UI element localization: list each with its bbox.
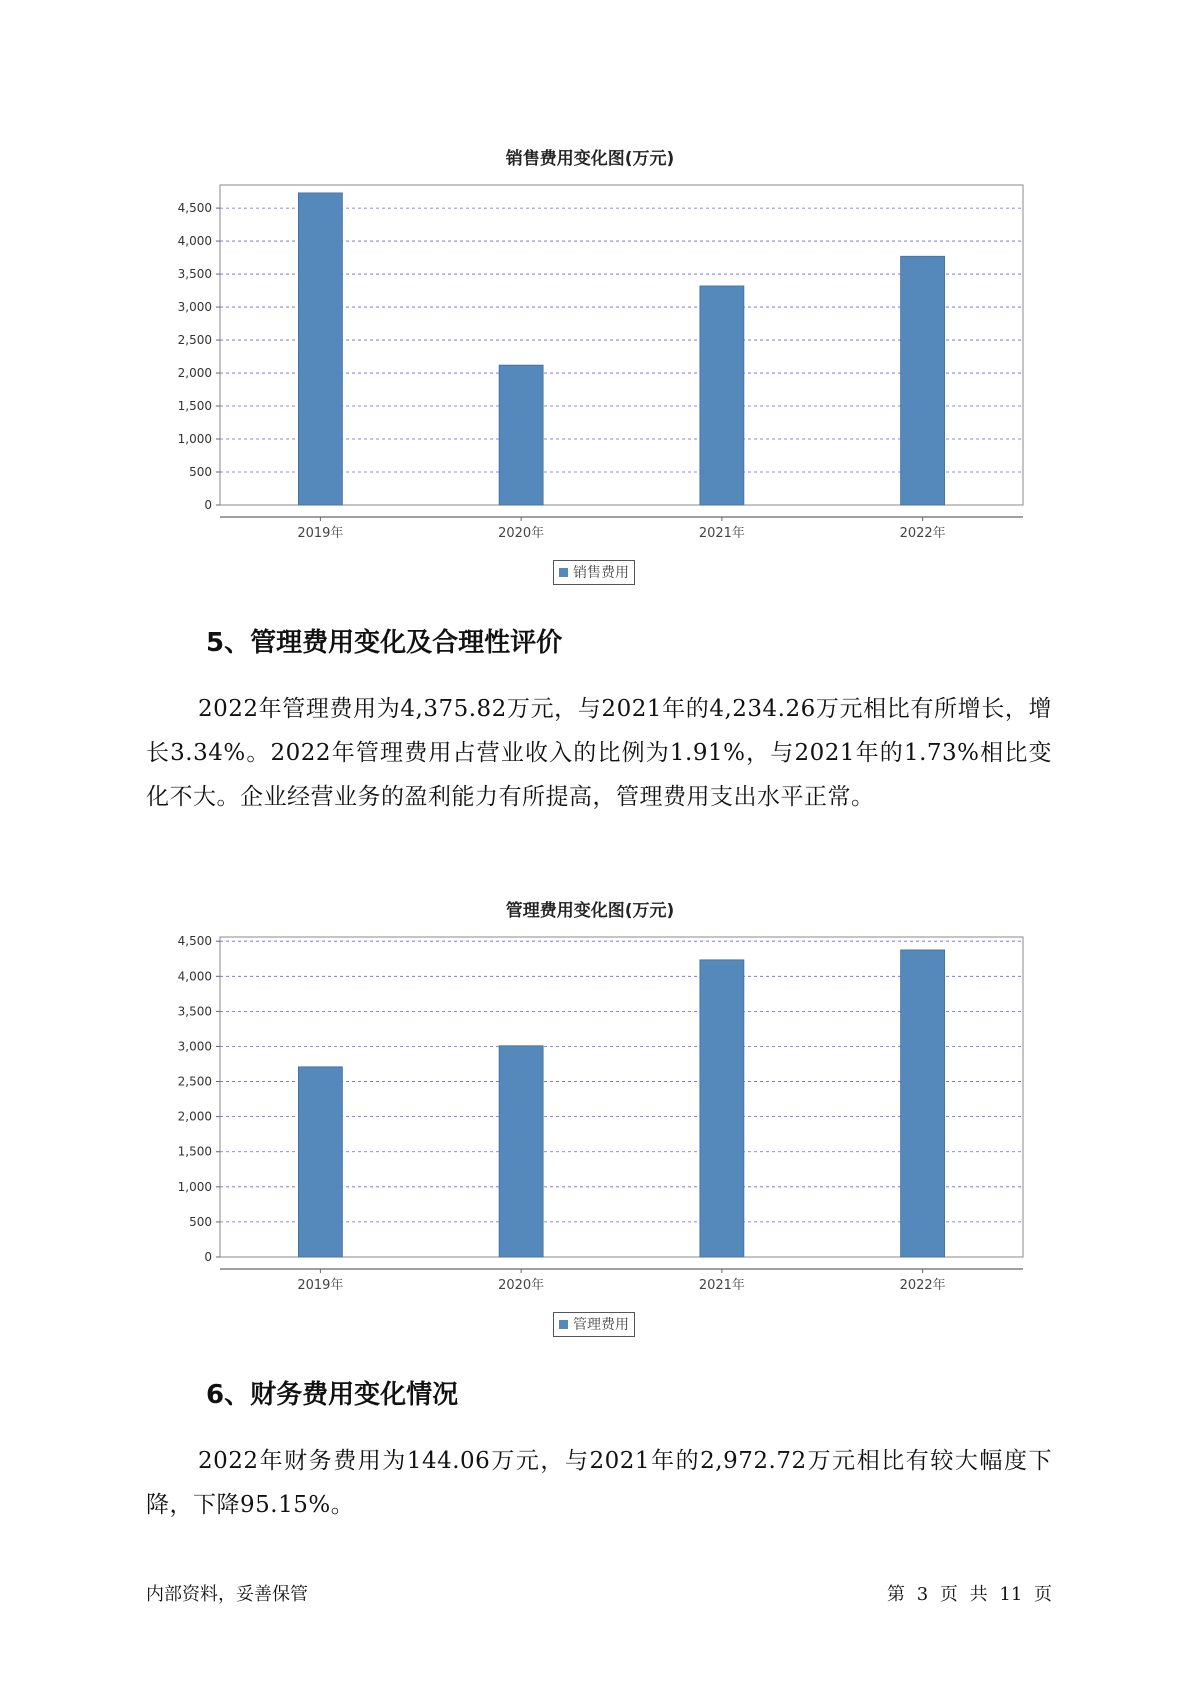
legend-label: 销售费用 [573, 565, 629, 581]
x-tick-label: 2021年 [698, 1278, 745, 1293]
y-tick-label: 2,500 [177, 333, 212, 348]
y-tick-label: 2,000 [177, 1109, 212, 1124]
admin-expense-chart [155, 892, 1025, 1332]
section-5-heading: 5、管理费用变化及合理性评价 [206, 628, 563, 658]
chart-title: 销售费用变化图(万元) [505, 149, 675, 169]
section-6-heading: 6、财务费用变化情况 [206, 1380, 459, 1410]
y-tick-label: 3,000 [177, 1039, 212, 1054]
footer-page-number: 第 3 页 共 11 页 [887, 1584, 1052, 1605]
y-tick-label: 0 [204, 498, 212, 512]
legend-label: 管理费用 [573, 1317, 629, 1333]
x-tick-label: 2019年 [297, 1278, 344, 1293]
y-tick-label: 2,500 [177, 1074, 212, 1089]
chart-legend [553, 1312, 635, 1337]
x-tick-label: 2019年 [297, 526, 344, 541]
y-tick-label: 3,500 [177, 267, 212, 282]
bar [499, 1046, 543, 1257]
y-tick-label: 2,000 [177, 366, 212, 381]
x-tick-label: 2020年 [498, 526, 545, 541]
y-tick-label: 4,500 [177, 201, 212, 216]
footer-confidential-note: 内部资料，妥善保管 [146, 1584, 308, 1605]
sales-expense-chart [155, 140, 1025, 580]
x-tick-label: 2022年 [899, 526, 946, 541]
y-tick-label: 4,500 [177, 934, 212, 949]
chart-title: 管理费用变化图(万元) [505, 901, 675, 921]
bar [700, 286, 744, 505]
x-tick-label: 2022年 [899, 1278, 946, 1293]
y-tick-label: 1,000 [177, 432, 212, 447]
y-tick-label: 500 [189, 1214, 212, 1229]
y-tick-label: 500 [189, 465, 212, 480]
bar [700, 960, 744, 1257]
bar [901, 950, 945, 1257]
y-tick-label: 1,500 [177, 1144, 212, 1159]
y-tick-label: 1,500 [177, 399, 212, 414]
x-tick-label: 2021年 [698, 526, 745, 541]
section-5-paragraph: 2022年管理费用为4,375.82万元，与2021年的4,234.26万元相比有所增长，增长3.34%。2022年管理费用占营业收入的比例为1.91%，与2021年的1.73%相比变化不大。企业经营业务的盈利能力有所提高，管理费用支出水平正常。 [146, 696, 1052, 810]
chart-legend [553, 560, 635, 585]
y-tick-label: 4,000 [177, 969, 212, 984]
y-tick-label: 3,000 [177, 300, 212, 315]
legend-swatch [559, 568, 568, 577]
bar [298, 1067, 342, 1257]
chart-plot [155, 170, 1025, 570]
section-6-paragraph: 2022年财务费用为144.06万元，与2021年的2,972.72万元相比有较大幅度下降，下降95.15%。 [146, 1448, 1052, 1518]
chart-plot [155, 922, 1025, 1322]
bar [901, 256, 945, 505]
y-tick-label: 4,000 [177, 234, 212, 249]
legend-swatch [559, 1320, 568, 1329]
y-tick-label: 3,500 [177, 1004, 212, 1019]
y-tick-label: 0 [204, 1250, 212, 1264]
bar [298, 193, 342, 505]
y-tick-label: 1,000 [177, 1179, 212, 1194]
bar [499, 365, 543, 505]
x-tick-label: 2020年 [498, 1278, 545, 1293]
